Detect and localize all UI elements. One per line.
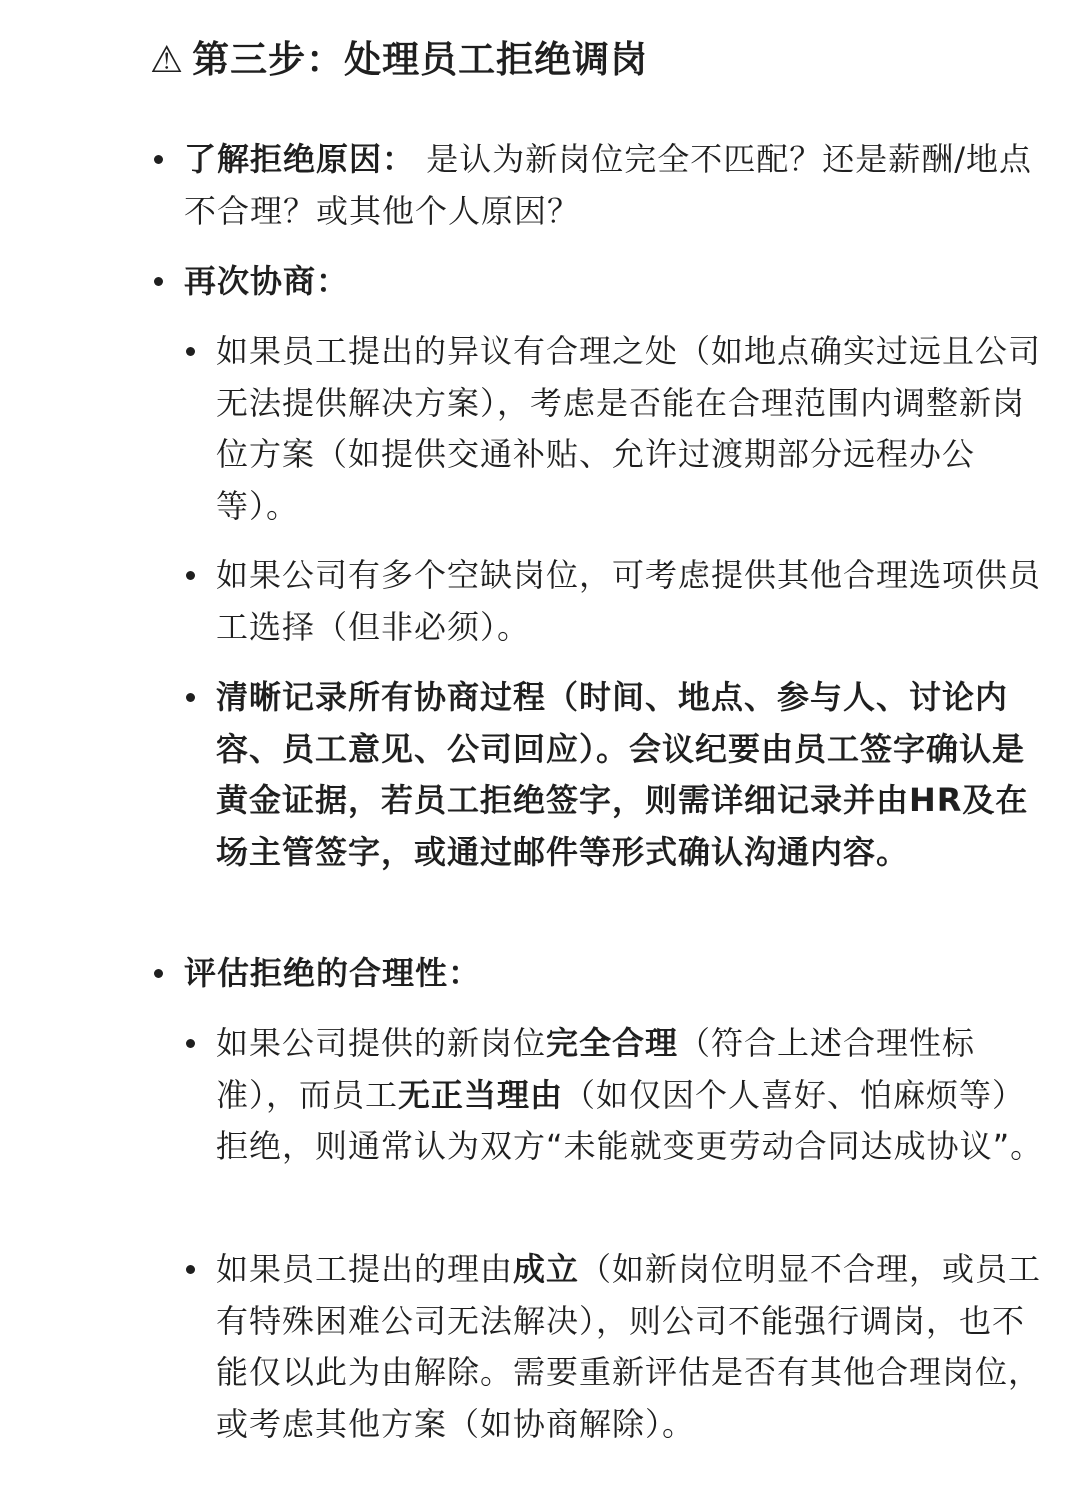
list-item-sub <box>216 550 1044 653</box>
item-title: 再次协商： <box>184 262 350 300</box>
item-text-bold: 无正当理由 <box>398 1075 564 1114</box>
list-item-sub-bold <box>216 672 1044 878</box>
bullet <box>186 1039 195 1048</box>
bullet <box>186 1265 195 1274</box>
list-item-sub <box>216 1244 1044 1450</box>
item-text-part: （如仅因个人喜好、怕麻烦等）拒绝，则通常认为双方“未能就变更劳动合同达成协议”。 <box>216 1075 1044 1165</box>
section-heading <box>150 34 648 86</box>
item-text-part: 如果员工提出的理由 <box>216 1250 514 1288</box>
item-text-part: 如果公司提供的新岗位 <box>216 1024 547 1062</box>
bullet <box>154 277 163 286</box>
list-item-sub <box>216 1018 1044 1173</box>
item-text: 如果公司有多个空缺岗位，可考虑提供其他合理选项供员工选择（但非必须）。 <box>216 556 1042 646</box>
bullet <box>154 969 163 978</box>
bullet <box>186 571 195 580</box>
bullet <box>186 693 195 702</box>
section-heading-text: 第三步：处理员工拒绝调岗 <box>192 38 649 81</box>
item-body: 是认为新岗位完全不匹配？还是薪酬/地点不合理？或其他个人原因？ <box>184 140 1032 230</box>
list-item-evaluate <box>184 948 1044 1000</box>
item-text: 如果员工提出的异议有合理之处（如地点确实过远且公司无法提供解决方案），考虑是否能在合理范围内调整新岗位方案（如提供交通补贴、允许过渡期部分远程办公等）。 <box>216 332 1042 525</box>
item-text: 清晰记录所有协商过程（时间、地点、参与人、讨论内容、员工意见、公司回应）。会议纪要由员工签字确认是黄金证据，若员工拒绝签字，则需详细记录并由HR及在场主管签字，或通过邮件等形式确认沟通内容。 <box>216 678 1029 871</box>
item-title: 评估拒绝的合理性： <box>184 954 482 992</box>
item-text-bold: 成立 <box>513 1250 580 1288</box>
list-item-renegotiate <box>184 256 1044 308</box>
list-item-sub <box>216 326 1044 532</box>
item-text-part: （如新岗位明显不合理，或员工有特殊困难公司无法解决），则公司不能强行调岗，也不能仅以此为由解除。需要重新评估是否有其他合理岗位，或考虑其他方案（如协商解除）。 <box>216 1250 1042 1443</box>
bullet <box>154 155 163 164</box>
item-title: 了解拒绝原因： <box>184 140 416 178</box>
warning-icon: ⚠ <box>150 38 185 81</box>
item-text-part: （符合上述合理性标准），而员工 <box>216 1024 976 1114</box>
item-text-bold: 完全合理 <box>546 1024 679 1062</box>
list-item-reason <box>184 134 1044 237</box>
bullet <box>186 347 195 356</box>
